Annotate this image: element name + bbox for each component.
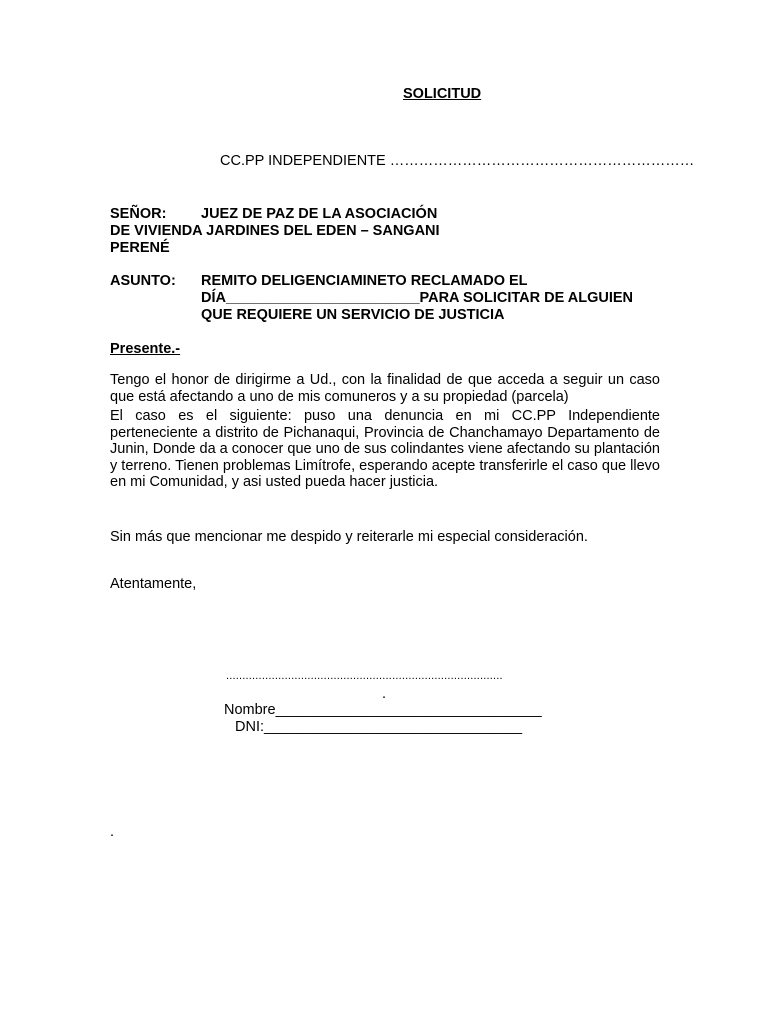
name-field: Nombre_________________________________ [224, 702, 542, 718]
body-paragraph-3: Sin más que mencionar me despido y reiterarle mi especial consideración. [110, 529, 588, 545]
signature-line: ..................................................................................... [226, 670, 503, 682]
body-paragraph-1: Tengo el honor de dirigirme a Ud., con la finalidad de que acceda a seguir un caso que está afectando a uno de mis comuneros y a su propiedad (parcela) [110, 372, 660, 405]
senor-label: SEÑOR: [110, 206, 167, 222]
closing-text: Atentamente, [110, 576, 197, 592]
signature-dot: . [382, 686, 387, 702]
ccpp-line: CC.PP INDEPENDIENTE ……………………………………………………… [220, 153, 695, 169]
asunto-line-3: QUE REQUIERE UN SERVICIO DE JUSTICIA [201, 307, 505, 323]
body-paragraph-2: El caso es el siguiente: puso una denuncia en mi CC.PP Independiente perteneciente a distrito de Pichanaqui, Provincia de Chanchamayo Departamento de Junin, Donde da a conocer que uno de sus colindantes viene afectando su plantación y terreno. Tienen problemas Limítrofe, esperando acepte transferirle el caso que llevo en mi Comunidad, y asi usted pueda hacer justicia. [110, 408, 660, 490]
senor-line-3: PERENÉ [110, 240, 170, 256]
footer-dot: . [110, 824, 115, 840]
dni-field: DNI:________________________________ [235, 719, 523, 735]
asunto-line-1: REMITO DELIGENCIAMINETO RECLAMADO EL [201, 273, 528, 289]
senor-line-1: JUEZ DE PAZ DE LA ASOCIACIÓN [201, 206, 438, 222]
document-title: SOLICITUD [403, 86, 482, 102]
presente-heading: Presente.- [110, 341, 181, 357]
asunto-label: ASUNTO: [110, 273, 176, 289]
senor-line-2: DE VIVIENDA JARDINES DEL EDEN – SANGANI [110, 223, 440, 239]
asunto-line-2: DÍA________________________PARA SOLICITAR DE ALGUIEN [201, 290, 633, 306]
